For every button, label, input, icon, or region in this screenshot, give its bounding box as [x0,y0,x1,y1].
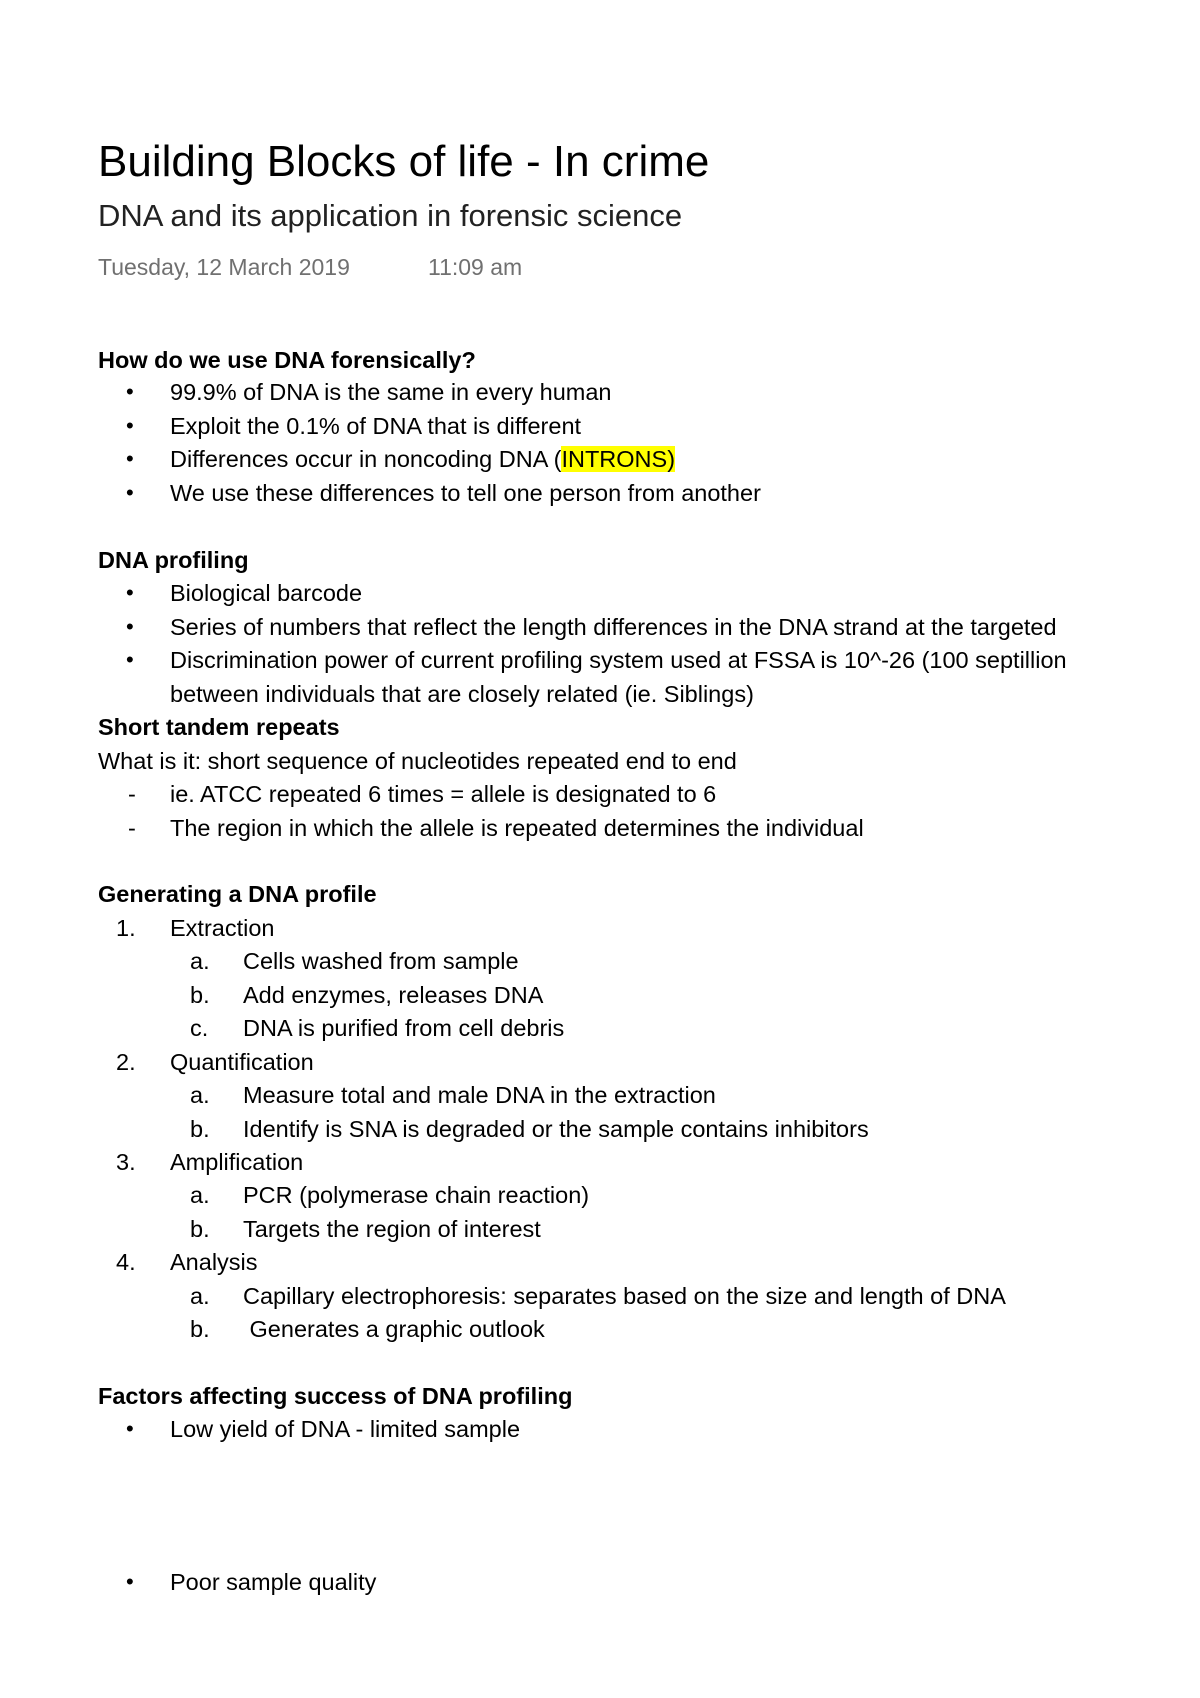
bullet-icon: • [126,413,134,438]
note-content: Building Blocks of life - In crime DNA and its application in forensic science Tuesday, 12 March 2019 11:09 am How do we use DNA forensically? • 99.9% of DNA is the same in every human • Exploit the 0.1% of DNA that is different • Differences occur in noncoding DNA (INTRONS) • We use these differences to tell one person from another DNA profiling • Biological barcode • Series of numbers that reflect the length differences in the DNA strand at the targeted • Discrimination power of current profiling system used at FSSA is 10^-26 (100 septillion between individuals that are closely related (ie. Siblings) Short tandem repeats What is it: short sequence of nucleotides repeated end to end - ie. ATCC repeated 6 times = allele is designated to 6 - The region in which the allele is repeated determines the individual Generating a DNA profile 1. Extraction a. Cells washed from sample b. Add enzymes, releases DNA c. DNA is purified from cell debris 2. Quantification a. Measure total and male DNA in the extraction b. Identify is SNA is degraded or the sample contains inhibitors 3. Amplification a. PCR (polymerase chain reaction) b. Targets the region of interest 4. Analysis a. Capillary electrophoresis: separates based on the size and length of DNA b. Generates a graphic outlook Factors affecting success of DNA profiling • Low yield of DNA - limited sample • Poor sample quality [98,0,1200,1578]
bullet-icon: • [126,1569,134,1594]
paragraph: What is it: short sequence of nucleotides repeated end to end [98,748,737,774]
bullet-icon: • [126,1416,134,1441]
note-time: 11:09 am [428,254,523,280]
note-datetime [98,252,523,282]
bullet-icon: • [126,379,134,404]
section-heading-dna-profiling: DNA profiling [98,547,249,573]
bullet-icon: • [126,480,134,505]
note-date: Tuesday, 12 March 2019 [98,254,350,280]
bullet-icon: • [126,614,134,639]
dash-icon: - [128,781,136,807]
bullet-icon: • [126,446,134,471]
section-heading-forensic-use: How do we use DNA forensically? [98,347,476,373]
page-subtitle: DNA and its application in forensic science [98,198,683,233]
dash-icon: - [128,815,136,841]
highlighted-text: INTRONS) [561,446,676,472]
section-heading-success-factors: Factors affecting success of DNA profiling [98,1383,573,1409]
page-title: Building Blocks of life - In crime [98,137,710,186]
section-heading-short-tandem-repeats: Short tandem repeats [98,714,340,740]
bullet-icon: • [126,580,134,605]
cut-off-list-item: • Poor sample quality [98,1564,1198,1578]
bullet-icon: • [126,647,134,672]
section-heading-generating-profile: Generating a DNA profile [98,881,377,907]
